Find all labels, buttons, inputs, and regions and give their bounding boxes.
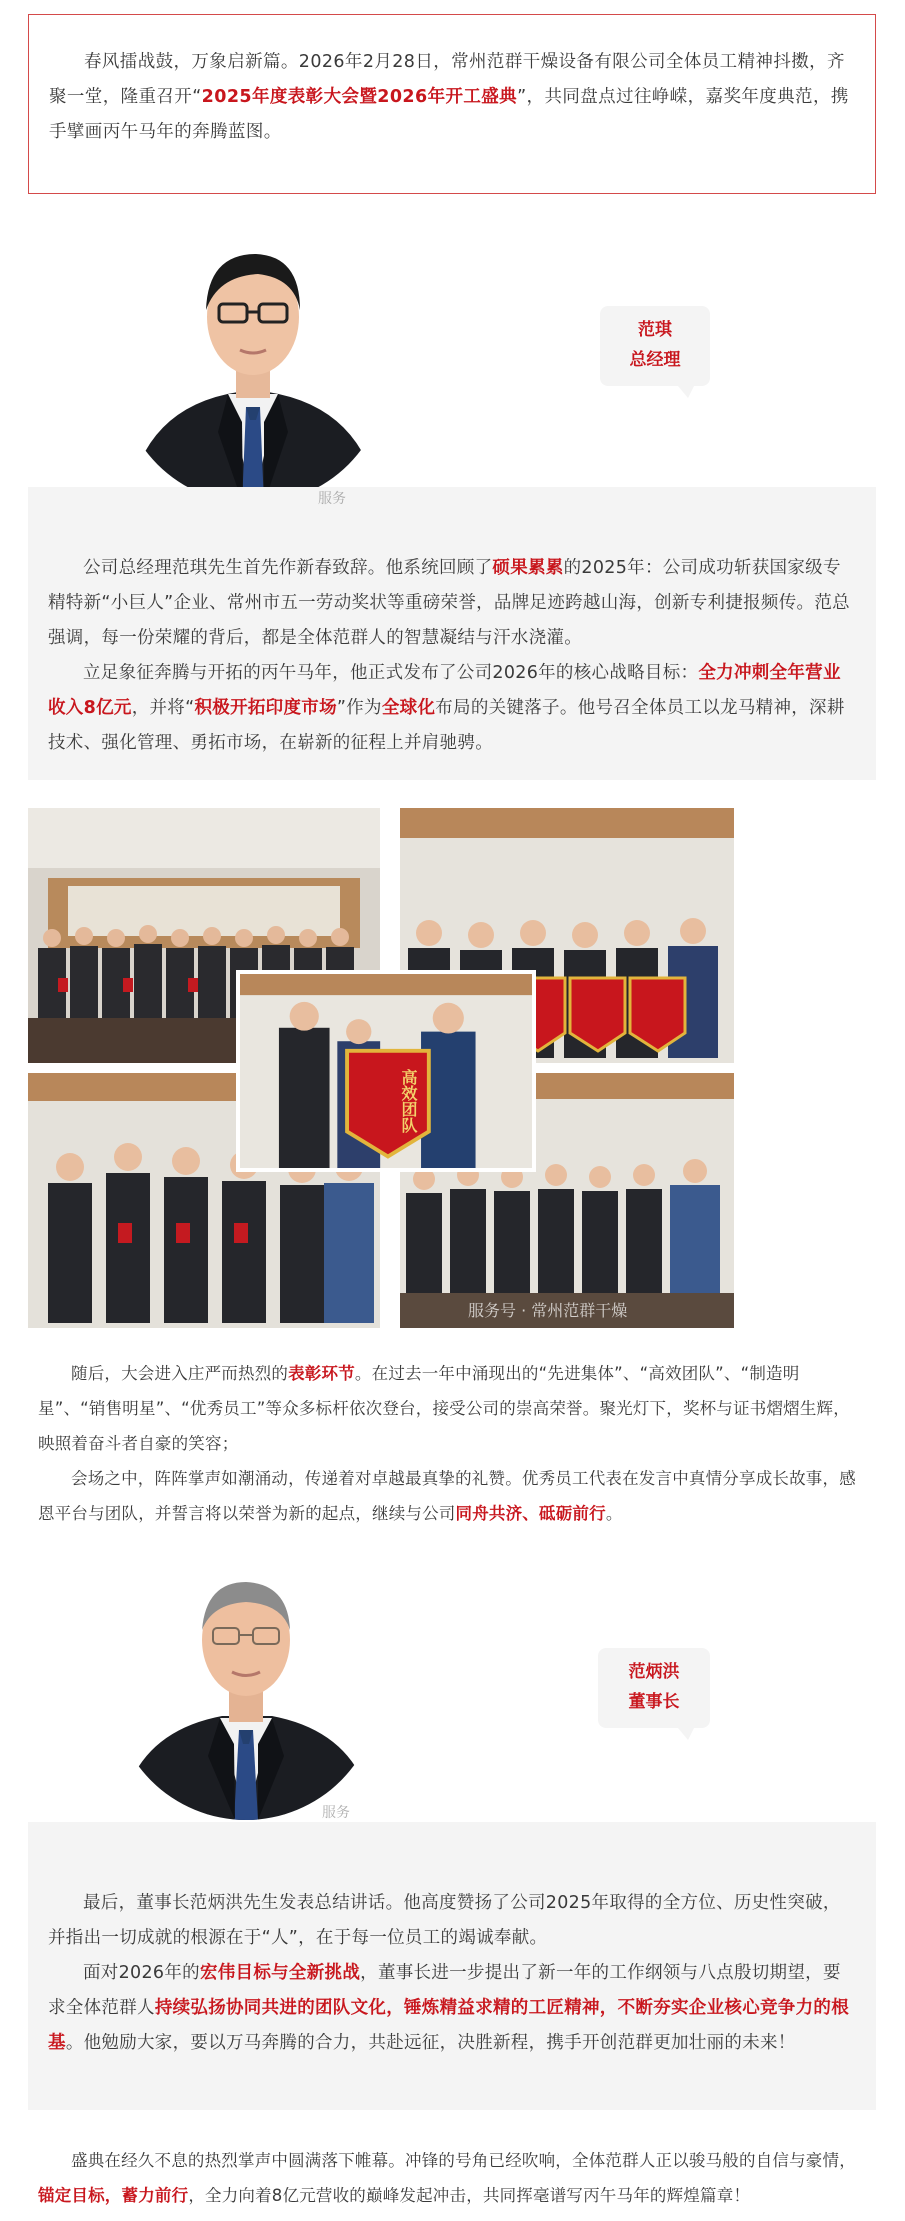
- general-manager-name-tag: [600, 306, 710, 386]
- ceremony-paragraph-1: 随后，大会进入庄严而热烈的表彰环节。在过去一年中涌现出的“先进集体”、“高效团队”、“制造明星”、“销售明星”、“优秀员工”等众多标杆依次登台，接受公司的崇高荣誉。聚光灯下，奖杯与证书熠熠生辉，映照着奋斗者自豪的笑容；: [38, 1364, 850, 1453]
- photo-banner-presentation: [236, 970, 536, 1172]
- general-manager-speech: [28, 487, 876, 780]
- speech-paragraph-1: 公司总经理范琪先生首先作新春致辞。他系统回顾了硕果累累的2025年：公司成功斩获国家级专精特新“小巨人”企业、常州市五一劳动奖状等重磅荣誉，品牌足迹跨越山海，创新专利捷报频传。范总强调，每一份荣耀的背后，都是全体范群人的智慧凝结与汗水浇灌。: [48, 558, 850, 648]
- chairman-title: 董事长: [628, 1692, 680, 1712]
- closing-text: [28, 2143, 876, 2213]
- intro-paragraph: 春风擂战鼓，万象启新篇。2026年2月28日，常州范群干燥设备有限公司全体员工精神抖擞，齐聚一堂，隆重召开“2025年度表彰大会暨2026年开工盛典”，共同盘点过往峥嵘，嘉奖年度典范，携手擘画丙午马年的奔腾蓝图。: [49, 52, 849, 142]
- chairman-portrait: [112, 1558, 380, 1820]
- chairman-paragraph-2: 面对2026年的宏伟目标与全新挑战，董事长进一步提出了新一年的工作纲领与八点殷切期望，要求全体范群人持续弘扬协同共进的团队文化，锤炼精益求精的工匠精神，不断夯实企业核心竞争力的根基。他勉励大家，要以万马奔腾的合力，共赴远征，决胜新程，携手开创范群更加壮丽的未来！: [48, 1963, 850, 2053]
- ceremony-text: [28, 1356, 876, 1531]
- portrait-watermark: 服务: [318, 491, 346, 507]
- chairman-name: 范炳洪: [628, 1662, 680, 1682]
- intro-box: [28, 14, 876, 194]
- speech-paragraph-2: 立足象征奔腾与开拓的丙午马年，他正式发布了公司2026年的核心战略目标：全力冲刺全年营业收入8亿元，并将“积极开拓印度市场”作为全球化布局的关键落子。他号召全体员工以龙马精神，深耕技术、强化管理、勇拓市场，在崭新的征程上并肩驰骋。: [48, 663, 845, 753]
- event-name-highlight: 2025年度表彰大会暨2026年开工盛典: [201, 87, 518, 107]
- chairman-name-tag: [598, 1648, 710, 1728]
- chairman-paragraph-1: 最后，董事长范炳洪先生发表总结讲话。他高度赞扬了公司2025年取得的全方位、历史性突破，并指出一切成就的根源在于“人”，在于每一位员工的竭诚奉献。: [48, 1893, 841, 1948]
- award-photo-collage: [28, 808, 734, 1328]
- general-manager-name: 范琪: [638, 320, 672, 340]
- general-manager-portrait: [118, 232, 388, 504]
- chairman-speech: [28, 1822, 876, 2110]
- chairman-watermark: 服务: [322, 1805, 350, 1821]
- collage-watermark: 服务号 · 常州范群干燥: [468, 1301, 628, 1320]
- closing-paragraph: 盛典在经久不息的热烈掌声中圆满落下帷幕。冲锋的号角已经吹响，全体范群人正以骏马般的自信与豪情，锚定目标，蓄力前行，全力向着8亿元营收的巅峰发起冲击，共同挥毫谱写丙午马年的辉煌篇章！: [38, 2151, 856, 2205]
- general-manager-title: 总经理: [629, 350, 681, 370]
- award-banner-text: 高效团队: [399, 1069, 418, 1133]
- ceremony-paragraph-2: 会场之中，阵阵掌声如潮涌动，传递着对卓越最真挚的礼赞。优秀员工代表在发言中真情分享成长故事，感恩平台与团队，并誓言将以荣誉为新的起点，继续与公司同舟共济、砥砺前行。: [38, 1469, 856, 1523]
